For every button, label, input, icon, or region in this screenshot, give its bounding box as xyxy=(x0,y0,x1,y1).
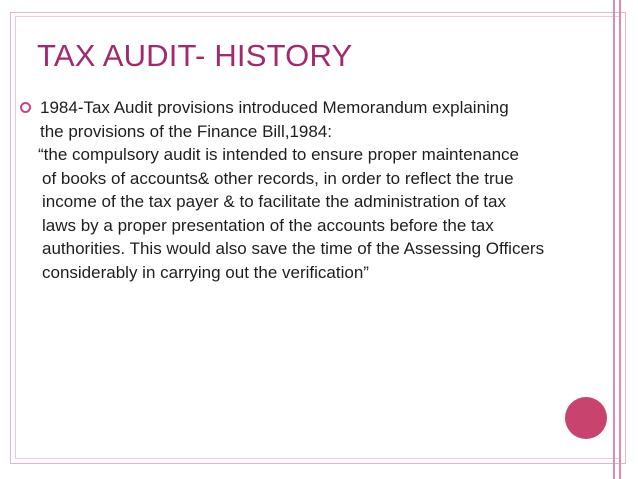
quote-block xyxy=(20,143,612,284)
bullet-item xyxy=(20,96,612,143)
quote-line-6: considerably in carrying out the verification” xyxy=(42,262,369,282)
slide-title: TAX AUDIT- HISTORY xyxy=(37,38,353,73)
quote-line-4: laws by a proper presentation of the accounts before the tax xyxy=(42,215,494,235)
quote-line-5: authorities. This would also save the time of the Assessing Officers xyxy=(42,239,545,258)
bullet-line-2: the provisions of the Finance Bill,1984: xyxy=(40,121,333,141)
quote-line-3: income of the tax payer & to facilitate the administration of tax xyxy=(42,192,506,211)
bullet-line-1: 1984-Tax Audit provisions introduced Memorandum explaining xyxy=(40,98,509,117)
quote-line-1: “the compulsory audit is intended to ensure proper maintenance xyxy=(38,145,520,164)
quote-line-2: of books of accounts& other records, in order to reflect the true xyxy=(42,168,514,188)
hollow-circle-bullet-icon xyxy=(20,102,31,113)
decor-vertical-line-left xyxy=(613,0,615,479)
decorative-circle xyxy=(565,397,607,439)
decor-vertical-line-right xyxy=(619,0,621,479)
slide-body xyxy=(20,96,612,284)
